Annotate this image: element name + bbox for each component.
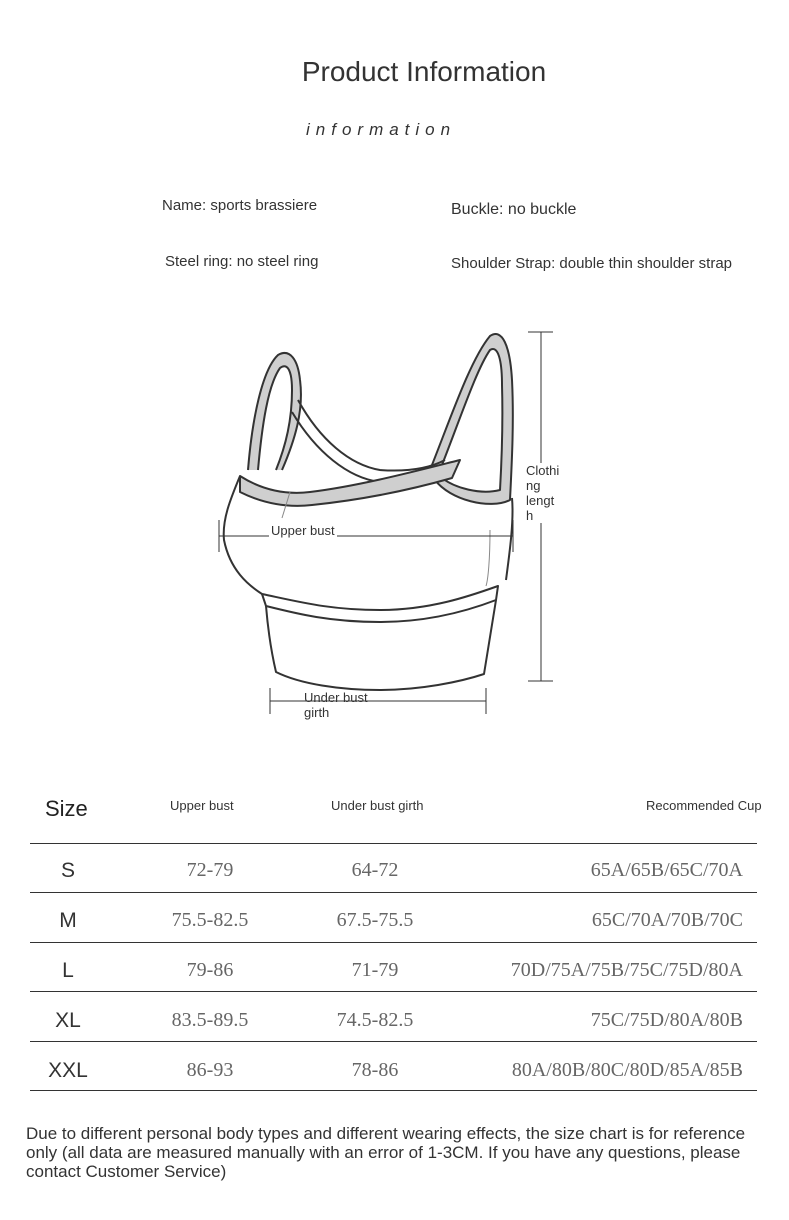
table-divider bbox=[30, 892, 757, 893]
col-header-under-bust: Under bust girth bbox=[331, 798, 424, 813]
clothing-length-label-line: h bbox=[526, 508, 534, 523]
table-divider bbox=[30, 942, 757, 943]
cell-cup: 70D/75A/75B/75C/75D/80A bbox=[510, 959, 743, 981]
table-divider bbox=[30, 1041, 757, 1042]
cell-size: M bbox=[59, 909, 77, 932]
col-header-cup: Recommended Cup bbox=[646, 798, 762, 813]
cell-upper-bust: 75.5-82.5 bbox=[171, 909, 249, 931]
cell-under-bust: 64-72 bbox=[351, 859, 399, 881]
cell-size: L bbox=[62, 959, 74, 982]
cell-cup: 65C/70A/70B/70C bbox=[591, 909, 743, 931]
cell-size: S bbox=[60, 859, 75, 882]
cell-under-bust: 67.5-75.5 bbox=[336, 909, 414, 931]
clothing-length-label-line: Clothi bbox=[526, 463, 560, 478]
page-subtitle: information bbox=[306, 120, 457, 139]
under-bust-label-line1: Under bust bbox=[304, 690, 368, 705]
upper-bust-label: Upper bust bbox=[271, 523, 335, 538]
cell-size: XXL bbox=[48, 1059, 88, 1082]
info-shoulder-strap: Shoulder Strap: double thin shoulder strap bbox=[451, 255, 733, 272]
clothing-length-label bbox=[526, 463, 559, 523]
upper-bust-measure bbox=[219, 520, 513, 552]
page-title: Product Information bbox=[301, 56, 547, 87]
clothing-length-label-line: ng bbox=[526, 478, 541, 493]
info-steel-ring: Steel ring: no steel ring bbox=[165, 253, 319, 270]
table-divider bbox=[30, 1090, 757, 1091]
disclaimer-note: Due to different personal body types and different wearing effects, the size chart is for reference only (all data are measured manually with an error of 1-3CM. If you have any questions, please contact Customer Service) bbox=[26, 1124, 746, 1181]
cell-size: XL bbox=[55, 1009, 81, 1032]
cell-under-bust: 71-79 bbox=[351, 959, 399, 981]
cell-under-bust: 74.5-82.5 bbox=[336, 1009, 414, 1031]
col-header-size: Size bbox=[45, 796, 88, 821]
info-name: Name: sports brassiere bbox=[162, 197, 318, 214]
cell-cup: 65A/65B/65C/70A bbox=[590, 859, 743, 881]
table-divider bbox=[30, 843, 757, 844]
under-bust-label-line2: girth bbox=[304, 705, 330, 720]
cell-cup: 75C/75D/80A/80B bbox=[590, 1009, 743, 1031]
cell-under-bust: 78-86 bbox=[351, 1059, 399, 1081]
under-bust-measure bbox=[270, 688, 486, 714]
table-divider bbox=[30, 991, 757, 992]
cell-upper-bust: 79-86 bbox=[186, 959, 234, 981]
cell-upper-bust: 86-93 bbox=[186, 1059, 234, 1081]
info-buckle: Buckle: no buckle bbox=[451, 201, 577, 218]
bra-diagram bbox=[0, 300, 789, 740]
under-bust-label bbox=[304, 690, 368, 720]
cell-upper-bust: 72-79 bbox=[186, 859, 234, 881]
cell-cup: 80A/80B/80C/80D/85A/85B bbox=[511, 1059, 743, 1081]
clothing-length-label-line: lengt bbox=[526, 493, 555, 508]
cell-upper-bust: 83.5-89.5 bbox=[171, 1009, 249, 1031]
bra-illustration bbox=[224, 334, 513, 690]
col-header-upper-bust: Upper bust bbox=[170, 798, 234, 813]
